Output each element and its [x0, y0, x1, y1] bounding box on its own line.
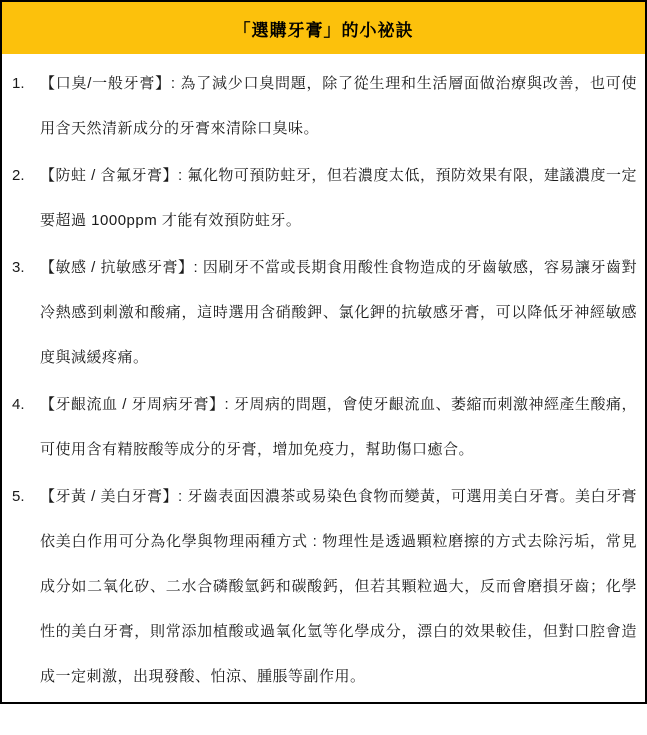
list-item-text: 【口臭/一般牙膏】: 為了減少口臭問題，除了從生理和生活層面做治療與改善，也可使用含天然清新成分的牙膏來清除口臭味。	[40, 75, 637, 137]
list-item-number: 5.	[12, 488, 25, 505]
list-item-whitening	[12, 474, 637, 699]
list-item-number: 2.	[12, 167, 25, 184]
page-title: 「選購牙膏」的小祕訣	[233, 20, 414, 40]
list-item-anti-cavity	[12, 153, 637, 243]
list-item-text: 【防蛀 / 含氟牙膏】: 氟化物可預防蛀牙，但若濃度太低，預防效果有限，建議濃度一定要超過 1000ppm 才能有效預防蛀牙。	[40, 167, 637, 229]
list-item-number: 3.	[12, 259, 25, 276]
list-item-sensitivity	[12, 245, 637, 380]
table-header	[2, 2, 645, 54]
list-item-gum-bleeding	[12, 382, 637, 472]
list-item-text: 【牙黃 / 美白牙膏】: 牙齒表面因濃茶或易染色食物而變黃，可選用美白牙膏。美白牙膏依美白作用可分為化學與物理兩種方式 : 物理性是透過顆粒磨擦的方式去除污垢，常見成分如二氧化矽、二水合磷酸氫鈣和碳酸鈣，但若其顆粒過大，反而會磨損牙齒；化學性的美白牙膏，則常添加植酸或過氧化氫等化學成分，漂白的效果較佳，但對口腔會造成一定刺激，出現發酸、怕涼、腫脹等副作用。	[40, 488, 637, 685]
list-item-bad-breath	[12, 61, 637, 151]
list-item-number: 4.	[12, 396, 25, 413]
list-item-text: 【敏感 / 抗敏感牙膏】: 因刷牙不當或長期食用酸性食物造成的牙齒敏感，容易讓牙齒對冷熱感到刺激和酸痛，這時選用含硝酸鉀、氯化鉀的抗敏感牙膏，可以降低牙神經敏感度與減緩疼痛。	[40, 259, 637, 366]
list-item-text: 【牙齦流血 / 牙周病牙膏】: 牙周病的問題，會使牙齦流血、萎縮而刺激神經產生酸痛，可使用含有精胺酸等成分的牙膏，增加免疫力，幫助傷口癒合。	[40, 396, 637, 458]
list-item-number: 1.	[12, 75, 25, 92]
tips-list	[2, 54, 645, 699]
